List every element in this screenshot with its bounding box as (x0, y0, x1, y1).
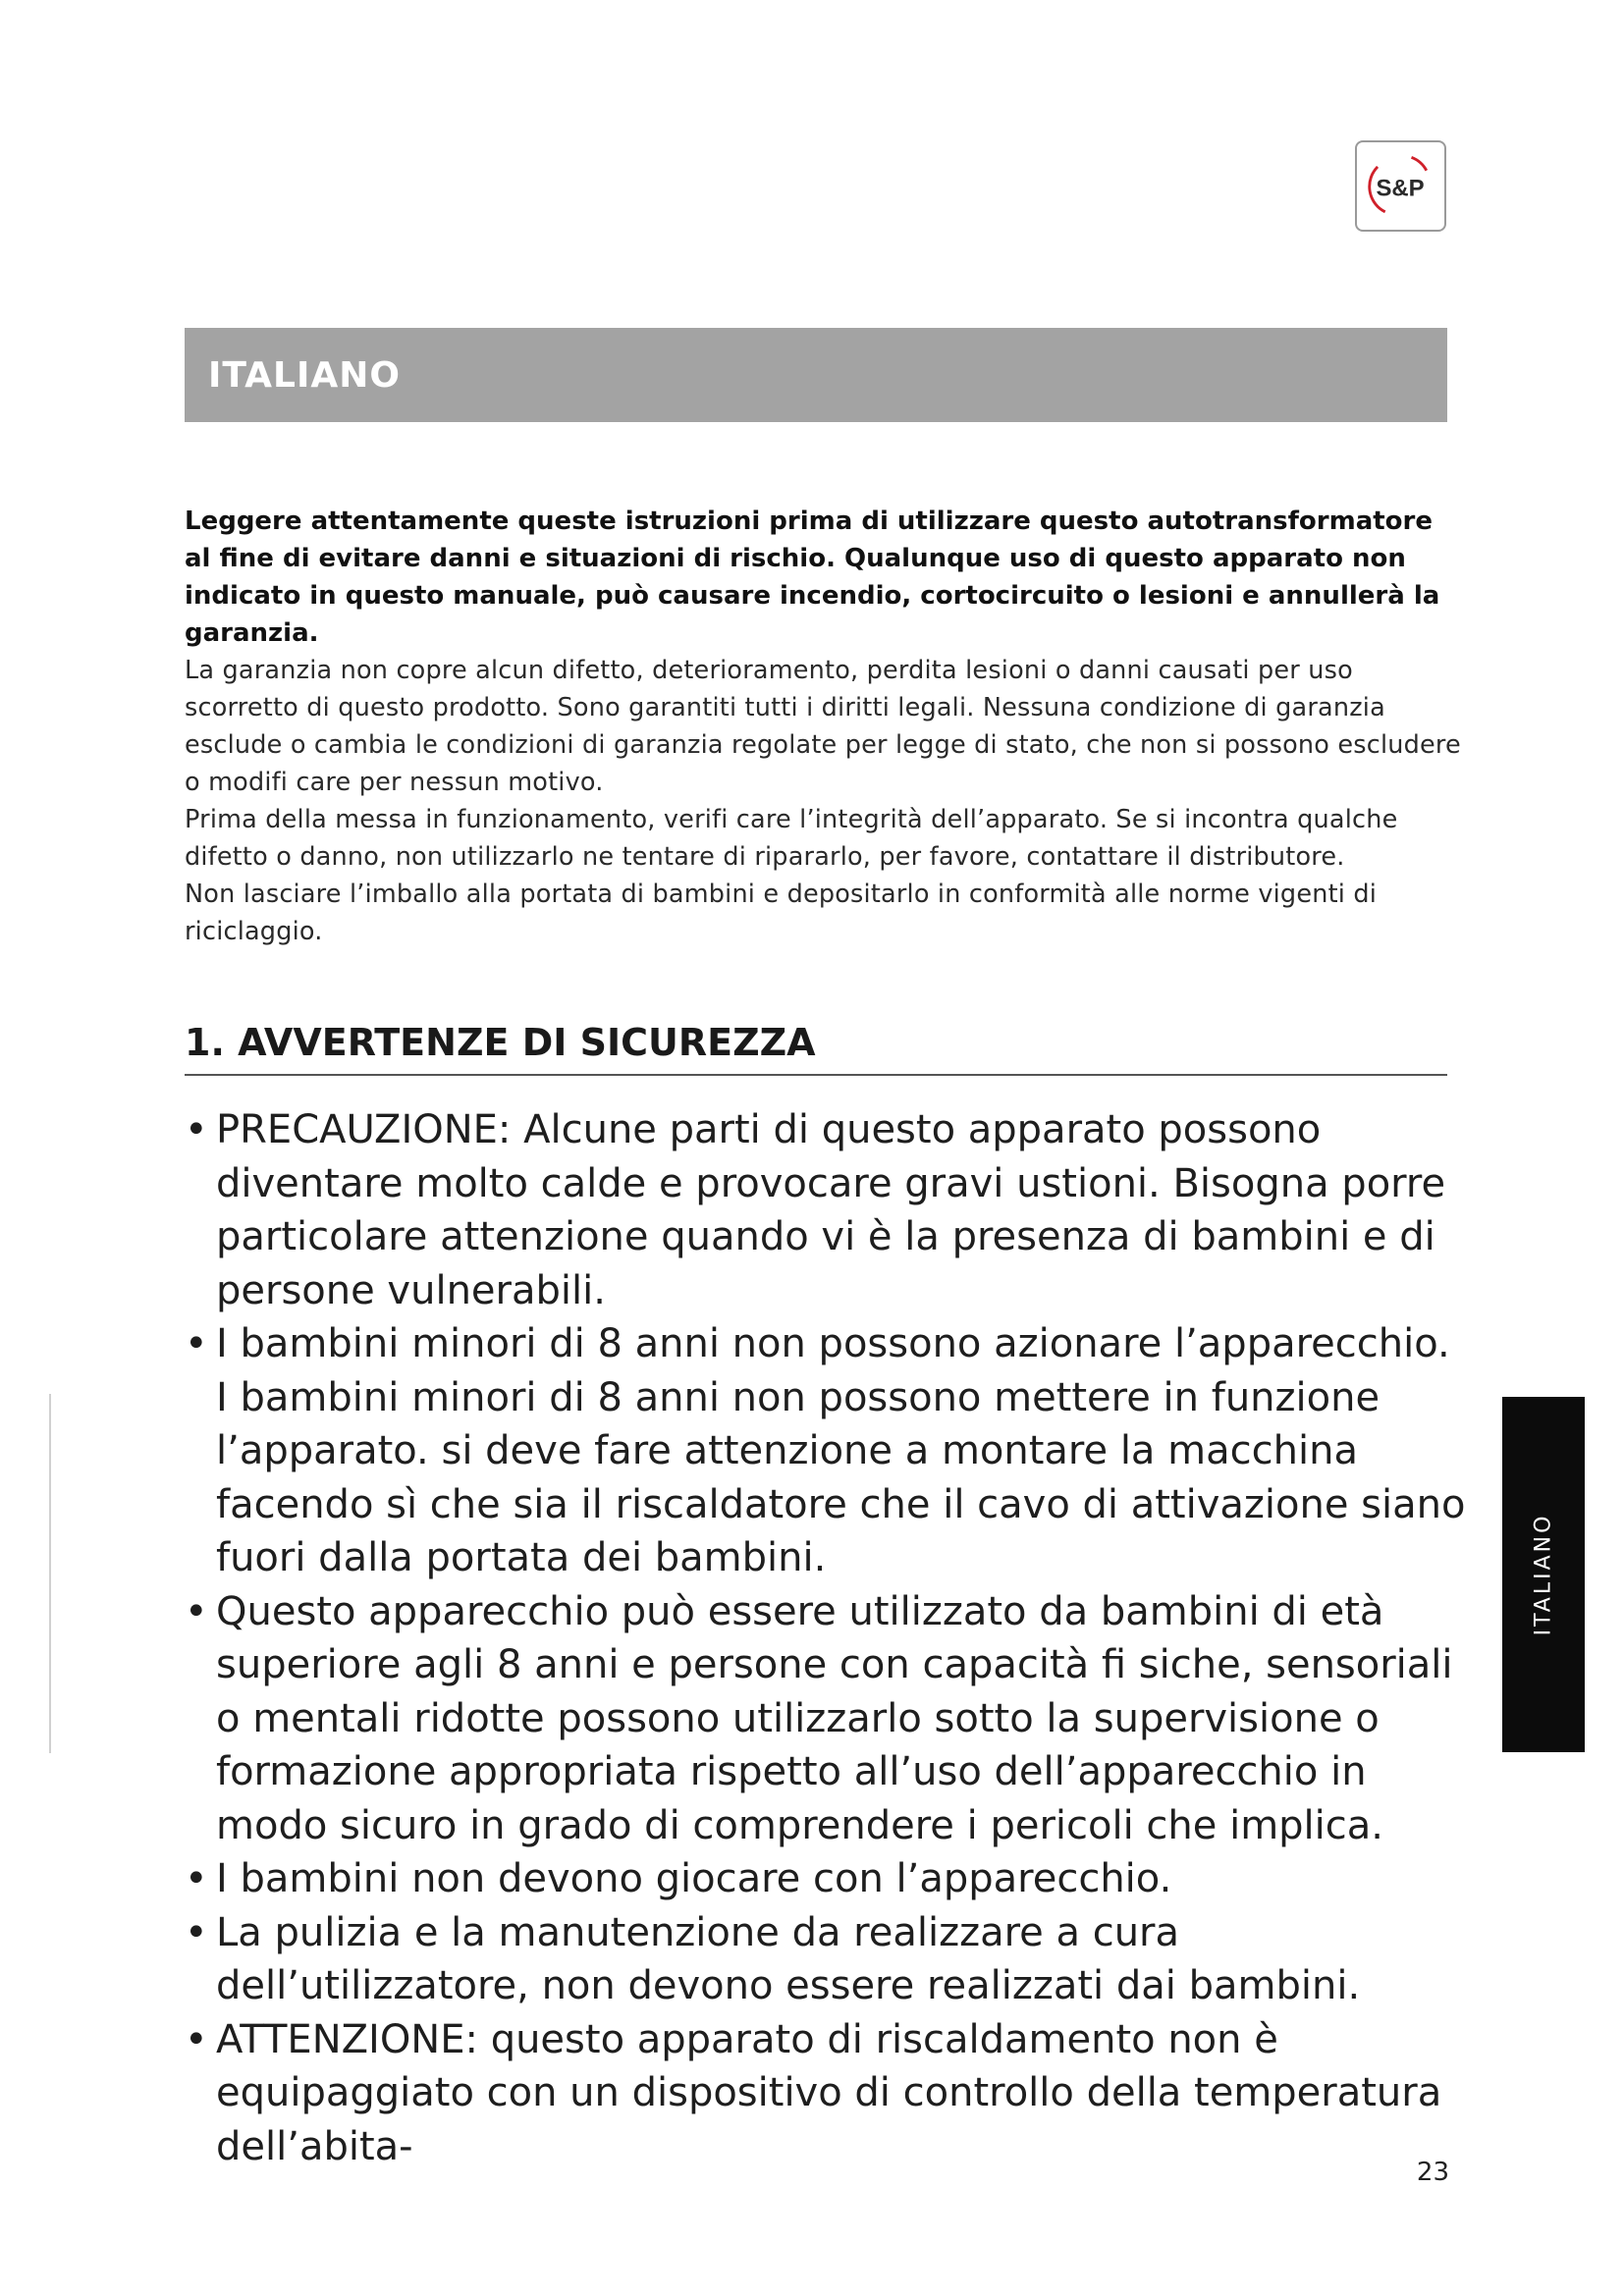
list-item (185, 2013, 1471, 2174)
warning-text: PRECAUZIONE: Alcune parti di questo apparato possono diventare molto calde e provocare gravi ustioni. Bisogna porre particolare attenzione quando vi è la presenza di bambini e di persone vulnerabili. (216, 1107, 1446, 1313)
intro-paragraph-packaging: Non lasciare l’imballo alla portata di bambini e depositarlo in conformità alle norme vigenti di riciclaggio. (185, 880, 1378, 946)
list-item (185, 1585, 1471, 1853)
bullet-icon: • (185, 1107, 208, 1152)
list-item (185, 1906, 1471, 2013)
warning-text: ATTENZIONE: questo apparato di riscaldamento non è equipaggiato con un dispositivo di controllo della temperatura dell’abita- (216, 2016, 1442, 2169)
language-header: ITALIANO (208, 354, 401, 396)
bullet-icon: • (185, 1856, 208, 1901)
bullet-icon: • (185, 2016, 208, 2062)
language-header-bar (185, 328, 1447, 422)
bullet-icon: • (185, 1909, 208, 1955)
warning-text: I bambini minori di 8 anni non possono azionare l’apparecchio. I bambini minori di 8 anni non possono mettere in funzione l’apparato. si deve fare attenzione a montare la macchina facendo sì che sia il riscaldatore che il cavo di attivazione siano fuori dalla portata dei bambini. (216, 1321, 1466, 1580)
bullet-icon: • (185, 1321, 208, 1366)
intro-warning: Leggere attentamente queste istruzioni prima di utilizzare questo autotransformatore al fine di evitare danni e situazioni di rischio. Qualunque uso di questo apparato non indicato in questo manuale, può causare incendio, cortocircuito o lesioni e annullerà la garanzia. (185, 507, 1440, 648)
side-tab-label: ITALIANO (1531, 1513, 1556, 1636)
bullet-icon: • (185, 1588, 208, 1634)
sp-logo-icon (1357, 142, 1444, 230)
safety-warnings-list (185, 1103, 1471, 2173)
list-item (185, 1103, 1471, 1317)
intro-paragraph-warranty: La garanzia non copre alcun difetto, deterioramento, perdita lesioni o danni causati per uso scorretto di questo prodotto. Sono garantiti tutti i diritti legali. Nessuna condizione di garanzia esclude o cambia le condizioni di garanzia regolate per legge di stato, che non si possono escludere o modifi care per nessun motivo. (185, 656, 1461, 797)
list-item (185, 1852, 1471, 1906)
margin-divider (49, 1394, 51, 1753)
list-item (185, 1317, 1471, 1585)
brand-logo (1355, 140, 1446, 232)
warning-text: La pulizia e la manutenzione da realizzare a cura dell’utilizzatore, non devono essere realizzati dai bambini. (216, 1909, 1361, 2008)
page-number: 23 (1416, 2158, 1449, 2187)
intro-paragraph-inspection: Prima della messa in funzionamento, verifi care l’integrità dell’apparato. Se si incontra qualche difetto o danno, non utilizzarlo ne tentare di ripararlo, per favore, contattare il distributore. (185, 805, 1398, 872)
language-side-tab (1502, 1397, 1585, 1752)
logo-text: S&P (1376, 175, 1425, 202)
section-title: 1. AVVERTENZE DI SICUREZZA (185, 1021, 1447, 1076)
intro-text (185, 503, 1461, 950)
warning-text: I bambini non devono giocare con l’apparecchio. (216, 1856, 1172, 1901)
warning-text: Questo apparecchio può essere utilizzato da bambini di età superiore agli 8 anni e persone con capacità fi siche, sensoriali o mentali ridotte possono utilizzarlo sotto la supervisione o formazione appropriata rispetto all’uso dell’apparecchio in modo sicuro in grado di comprendere i pericoli che implica. (216, 1588, 1453, 1848)
